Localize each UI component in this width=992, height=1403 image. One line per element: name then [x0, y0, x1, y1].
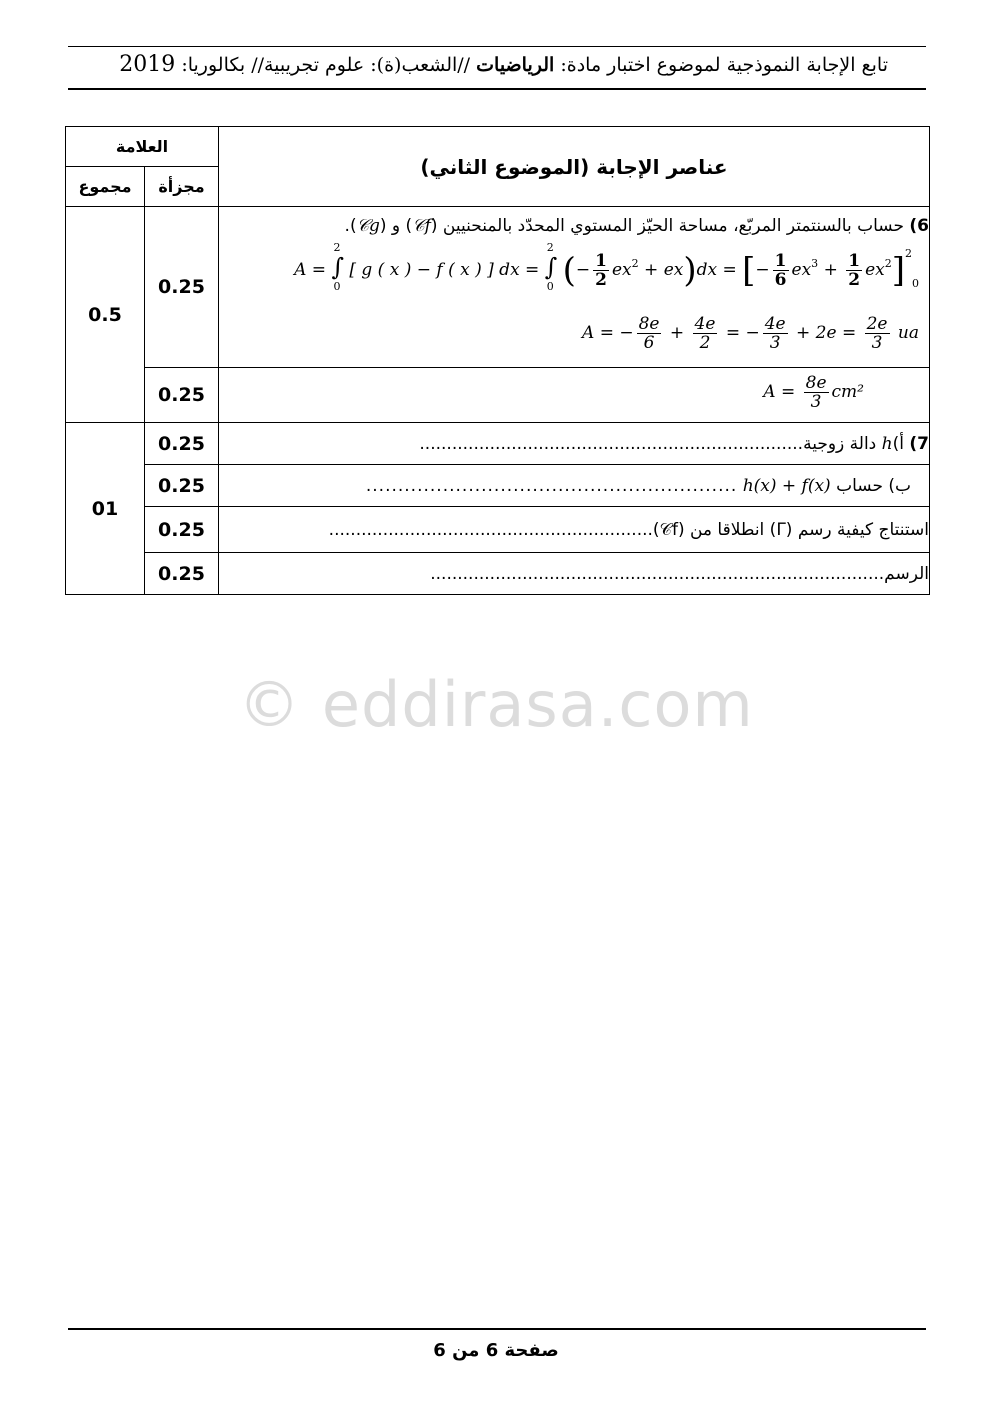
q6-number: 6) [909, 216, 929, 236]
header-prefix: تابع الإجابة النموذجية لموضوع اختبار مادة: [560, 54, 888, 76]
q6-and: و [391, 216, 401, 236]
footer-rule [68, 1328, 926, 1330]
q7-total-points: 01 [66, 423, 145, 595]
q6-final-unit: cm² [831, 382, 864, 402]
grade-header: العلامة [66, 127, 219, 167]
q7-number: 7) [909, 433, 929, 454]
q7d-text: الرسم [884, 563, 929, 584]
q6-part2-points: 0.25 [145, 368, 219, 423]
q7b-points: 0.25 [145, 465, 219, 507]
q6-final-answer: A = $\frac{8e}{3}$ cm² [219, 368, 930, 423]
header-year: 2019 [119, 52, 176, 77]
q7c-points: 0.25 [145, 507, 219, 553]
q6-total-points: 0.5 [66, 207, 145, 423]
page-header [68, 52, 888, 82]
q6-content [219, 207, 930, 368]
q6-text: حساب بالسنتمتر المربّع، مساحة الحيّز المستوي المحدّد بالمنحنيين [442, 216, 904, 236]
integral-sign: ∫ 2 0 [331, 241, 344, 293]
part-header: مجزأة [145, 167, 219, 207]
q7c-content: استنتاج كيفية رسم (Γ) انطلاقا من (𝒞f)............................................................ [219, 507, 930, 553]
q6-integral-line: A = ∫ 2 0 [ g ( x ) − f ( x ) ] dx = ∫ 2 0 (− $\frac{1}{2}$ $ex^2 + ex)dx$ = [− $\frac{1}{6}$ $ex^3$ + $\frac{1}{2}$ $ex^2]^2_0$ [294, 241, 919, 293]
integral-sign-2: ∫ 2 0 [544, 241, 558, 293]
q6-curve-f: 𝒞f [412, 216, 431, 236]
watermark: © eddirasa.com [238, 668, 754, 741]
q7a-points: 0.25 [145, 423, 219, 465]
header-subject: الرياضيات [476, 54, 555, 76]
q7a-math: h [881, 433, 893, 454]
q7b-math: h(x) + f(x) [742, 475, 831, 496]
q6-area-result: A = − $\frac{8e}{6}$ + $\frac{4e}{2}$ = − $\frac{4e}{3}$ + 2e = $\frac{2e}{3}$ ua [582, 314, 919, 353]
header-top-rule [68, 46, 926, 47]
q7b-text: حساب [836, 475, 883, 496]
q7a-text: دالة زوجية [803, 433, 877, 454]
q7a-content: 7) أ)h دالة زوجية....................................................................... [219, 423, 930, 465]
header-bottom-rule [68, 88, 926, 90]
q7c-text: استنتاج كيفية رسم (Γ) انطلاقا من (𝒞f) [652, 519, 929, 540]
q7d-content: الرسم.................................................................................... [219, 553, 930, 595]
table-title: عناصر الإجابة (الموضوع الثاني) [219, 127, 930, 207]
q6-part1-points: 0.25 [145, 207, 219, 368]
answer-table [65, 126, 930, 595]
total-header: مجموع [66, 167, 145, 207]
q7d-points: 0.25 [145, 553, 219, 595]
page-number: صفحة 6 من 6 [433, 1340, 559, 1361]
q6-area-unit: ua [897, 323, 919, 343]
q7b-content: ب) حساب h(x) + f(x) .......................................................... [219, 465, 930, 507]
q6-curve-g: 𝒞g [356, 216, 380, 236]
q6-statement: 6) حساب بالسنتمتر المربّع، مساحة الحيّز المستوي المحدّد بالمنحنيين (𝒞f) و (𝒞g). [344, 216, 929, 236]
header-rest: //الشعب(ة): علوم تجريبية// بكالوريا: [181, 54, 471, 76]
